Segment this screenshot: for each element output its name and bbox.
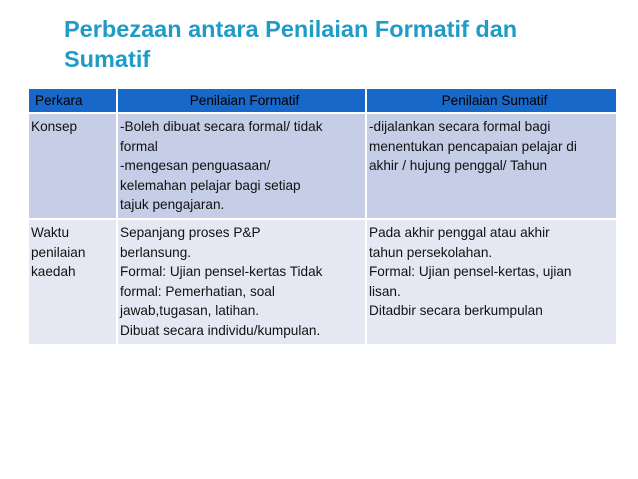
cell-line: -Boleh dibuat secara formal/ tidak (120, 119, 323, 134)
table-row-waktu-penilaian (29, 220, 616, 344)
cell-line: Waktu (31, 224, 70, 240)
cell-perkara (29, 114, 116, 218)
cell-line: formal: Pemerhatian, soal (120, 283, 275, 299)
cell-line: menentukan pencapaian pelajar di (369, 138, 577, 154)
cell-formatif (118, 220, 365, 344)
cell-line: Pada akhir penggal atau akhir (369, 224, 550, 240)
header-perkara: Perkara (29, 89, 116, 112)
cell-line: akhir / hujung penggal/ Tahun (369, 158, 548, 174)
header-penilaian-formatif: Penilaian Formatif (118, 89, 365, 112)
header-penilaian-sumatif: Penilaian Sumatif (367, 89, 616, 112)
table-header-row (29, 89, 616, 112)
cell-line: Formal: Ujian pensel-kertas Tidak (120, 264, 323, 280)
slide-title (64, 14, 584, 74)
slide-title-line-2: Sumatif (64, 46, 151, 72)
slide-title-line-1: Perbezaan antara Penilaian Formatif dan (64, 16, 518, 42)
cell-line: lisan. (369, 283, 401, 299)
cell-formatif (118, 114, 365, 218)
cell-perkara (29, 220, 116, 344)
cell-line: Ditadbir secara berkumpulan (369, 303, 543, 319)
comparison-table (27, 87, 618, 346)
cell-sumatif (367, 220, 616, 344)
cell-line: formal (120, 138, 158, 154)
cell-line: penilaian (31, 244, 86, 260)
cell-line: tajuk pengajaran. (120, 197, 225, 213)
cell-line: -dijalankan secara formal bagi (369, 119, 551, 134)
table-row-konsep (29, 114, 616, 218)
cell-line: Konsep (31, 119, 78, 134)
cell-line: kaedah (31, 264, 76, 280)
cell-line: Formal: Ujian pensel-kertas, ujian (369, 264, 572, 280)
cell-line: -mengesan penguasaan/ (120, 158, 271, 174)
cell-line: berlansung. (120, 244, 192, 260)
cell-line: Dibuat secara individu/kumpulan. (120, 322, 321, 338)
cell-line: Sepanjang proses P&P (120, 224, 261, 240)
cell-sumatif (367, 114, 616, 218)
cell-line: kelemahan pelajar bagi setiap (120, 177, 301, 193)
cell-line: tahun persekolahan. (369, 244, 493, 260)
cell-line: jawab,tugasan, latihan. (120, 303, 260, 319)
